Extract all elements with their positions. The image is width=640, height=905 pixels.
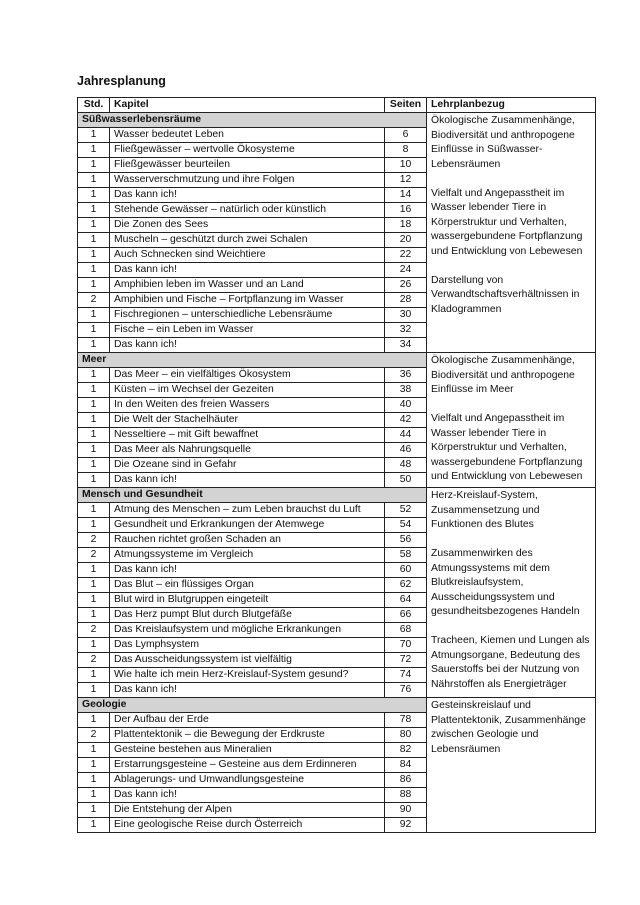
- seiten-cell: 80: [385, 728, 427, 743]
- std-cell: 1: [78, 368, 110, 383]
- seiten-cell: 86: [385, 773, 427, 788]
- std-cell: 1: [78, 143, 110, 158]
- std-cell: 1: [78, 158, 110, 173]
- section-row: [78, 488, 596, 503]
- std-cell: 1: [78, 323, 110, 338]
- seiten-cell: 60: [385, 563, 427, 578]
- kapitel-cell: Auch Schnecken sind Weichtiere: [110, 248, 385, 263]
- kapitel-cell: Eine geologische Reise durch Österreich: [110, 818, 385, 833]
- std-cell: 1: [78, 263, 110, 278]
- seiten-cell: 18: [385, 218, 427, 233]
- kapitel-cell: Das kann ich!: [110, 683, 385, 698]
- std-cell: 1: [78, 233, 110, 248]
- std-cell: 1: [78, 758, 110, 773]
- seiten-cell: 8: [385, 143, 427, 158]
- kapitel-cell: Gesteine bestehen aus Mineralien: [110, 743, 385, 758]
- header-kapitel: Kapitel: [110, 98, 385, 113]
- kapitel-cell: Fischregionen – unterschiedliche Lebensräume: [110, 308, 385, 323]
- std-cell: 2: [78, 728, 110, 743]
- kapitel-cell: Amphibien und Fische – Fortpflanzung im Wasser: [110, 293, 385, 308]
- std-cell: 1: [78, 308, 110, 323]
- seiten-cell: 72: [385, 653, 427, 668]
- kapitel-cell: Amphibien leben im Wasser und an Land: [110, 278, 385, 293]
- seiten-cell: 10: [385, 158, 427, 173]
- section-title: Meer: [78, 353, 427, 368]
- std-cell: 1: [78, 818, 110, 833]
- std-cell: 2: [78, 548, 110, 563]
- std-cell: 1: [78, 593, 110, 608]
- seiten-cell: 32: [385, 323, 427, 338]
- seiten-cell: 68: [385, 623, 427, 638]
- seiten-cell: 48: [385, 458, 427, 473]
- std-cell: 1: [78, 668, 110, 683]
- std-cell: 1: [78, 218, 110, 233]
- lehrplanbezug-text: Darstellung von Verwandtschaftsverhältnissen in Kladogrammen: [431, 274, 580, 315]
- std-cell: 1: [78, 173, 110, 188]
- lehrplanbezug-text: Gesteinskreislauf und Plattentektonik, Zusammenhänge zwischen Geologie und Lebensräumen: [431, 700, 586, 755]
- std-cell: 1: [78, 188, 110, 203]
- planning-table: [77, 97, 596, 833]
- kapitel-cell: Die Ozeane sind in Gefahr: [110, 458, 385, 473]
- std-cell: 2: [78, 623, 110, 638]
- lehrplanbezug-cell: [427, 698, 596, 833]
- seiten-cell: 58: [385, 548, 427, 563]
- lehrplanbezug-cell: [427, 353, 596, 488]
- std-cell: 1: [78, 503, 110, 518]
- kapitel-cell: Das Kreislaufsystem und mögliche Erkrankungen: [110, 623, 385, 638]
- std-cell: 1: [78, 338, 110, 353]
- section-row: [78, 353, 596, 368]
- kapitel-cell: Küsten – im Wechsel der Gezeiten: [110, 383, 385, 398]
- std-cell: 1: [78, 383, 110, 398]
- std-cell: 1: [78, 518, 110, 533]
- std-cell: 1: [78, 248, 110, 263]
- std-cell: 1: [78, 278, 110, 293]
- seiten-cell: 50: [385, 473, 427, 488]
- kapitel-cell: Das Ausscheidungssystem ist vielfältig: [110, 653, 385, 668]
- std-cell: 1: [78, 398, 110, 413]
- kapitel-cell: Das Lymphsystem: [110, 638, 385, 653]
- kapitel-cell: Die Zonen des Sees: [110, 218, 385, 233]
- seiten-cell: 90: [385, 803, 427, 818]
- seiten-cell: 14: [385, 188, 427, 203]
- seiten-cell: 22: [385, 248, 427, 263]
- kapitel-cell: Plattentektonik – die Bewegung der Erdkruste: [110, 728, 385, 743]
- seiten-cell: 56: [385, 533, 427, 548]
- lehrplanbezug-text: Tracheen, Kiemen und Lungen als Atmungsorgane, Bedeutung des Sauerstoffs bei der Nutzung von Nährstoffen als Energieträger: [431, 635, 590, 690]
- section-row: [78, 698, 596, 713]
- seiten-cell: 84: [385, 758, 427, 773]
- seiten-cell: 36: [385, 368, 427, 383]
- section-title: Süßwasserlebensräume: [78, 113, 427, 128]
- std-cell: 1: [78, 743, 110, 758]
- kapitel-cell: Das kann ich!: [110, 563, 385, 578]
- seiten-cell: 40: [385, 398, 427, 413]
- kapitel-cell: Fließgewässer beurteilen: [110, 158, 385, 173]
- std-cell: 1: [78, 203, 110, 218]
- kapitel-cell: Das Blut – ein flüssiges Organ: [110, 578, 385, 593]
- seiten-cell: 64: [385, 593, 427, 608]
- table-header-row: [78, 98, 596, 113]
- kapitel-cell: Muscheln – geschützt durch zwei Schalen: [110, 233, 385, 248]
- seiten-cell: 42: [385, 413, 427, 428]
- std-cell: 1: [78, 638, 110, 653]
- kapitel-cell: Das kann ich!: [110, 338, 385, 353]
- seiten-cell: 82: [385, 743, 427, 758]
- kapitel-cell: Das kann ich!: [110, 788, 385, 803]
- std-cell: 2: [78, 653, 110, 668]
- std-cell: 1: [78, 443, 110, 458]
- section-row: [78, 113, 596, 128]
- kapitel-cell: Das Meer als Nahrungsquelle: [110, 443, 385, 458]
- std-cell: 1: [78, 458, 110, 473]
- std-cell: 2: [78, 533, 110, 548]
- page-title: Jahresplanung: [77, 74, 166, 88]
- kapitel-cell: Wie halte ich mein Herz-Kreislauf-System gesund?: [110, 668, 385, 683]
- seiten-cell: 28: [385, 293, 427, 308]
- seiten-cell: 34: [385, 338, 427, 353]
- std-cell: 1: [78, 428, 110, 443]
- kapitel-cell: Ablagerungs- und Umwandlungsgesteine: [110, 773, 385, 788]
- kapitel-cell: Stehende Gewässer – natürlich oder künstlich: [110, 203, 385, 218]
- seiten-cell: 26: [385, 278, 427, 293]
- seiten-cell: 62: [385, 578, 427, 593]
- seiten-cell: 70: [385, 638, 427, 653]
- kapitel-cell: Fische – ein Leben im Wasser: [110, 323, 385, 338]
- kapitel-cell: Erstarrungsgesteine – Gesteine aus dem Erdinneren: [110, 758, 385, 773]
- std-cell: 1: [78, 713, 110, 728]
- std-cell: 1: [78, 473, 110, 488]
- kapitel-cell: Fließgewässer – wertvolle Ökosysteme: [110, 143, 385, 158]
- kapitel-cell: Atmung des Menschen – zum Leben brauchst du Luft: [110, 503, 385, 518]
- kapitel-cell: Die Welt der Stachelhäuter: [110, 413, 385, 428]
- lehrplanbezug-cell: [427, 488, 596, 698]
- kapitel-cell: Der Aufbau der Erde: [110, 713, 385, 728]
- section-title: Mensch und Gesundheit: [78, 488, 427, 503]
- seiten-cell: 54: [385, 518, 427, 533]
- kapitel-cell: Wasserverschmutzung und ihre Folgen: [110, 173, 385, 188]
- seiten-cell: 46: [385, 443, 427, 458]
- lehrplanbezug-text: Vielfalt und Angepasstheit im Wasser lebender Tiere in Körperstruktur und Verhalten, wassergebundene Fortpflanzung und Entwicklung von Lebewesen: [431, 187, 583, 257]
- std-cell: 1: [78, 413, 110, 428]
- std-cell: 1: [78, 773, 110, 788]
- kapitel-cell: Wasser bedeutet Leben: [110, 128, 385, 143]
- lehrplanbezug-cell: [427, 113, 596, 353]
- seiten-cell: 12: [385, 173, 427, 188]
- kapitel-cell: Das kann ich!: [110, 188, 385, 203]
- std-cell: 1: [78, 683, 110, 698]
- seiten-cell: 38: [385, 383, 427, 398]
- seiten-cell: 88: [385, 788, 427, 803]
- kapitel-cell: Gesundheit und Erkrankungen der Atemwege: [110, 518, 385, 533]
- seiten-cell: 92: [385, 818, 427, 833]
- lehrplanbezug-text: Vielfalt und Angepasstheit im Wasser lebender Tiere in Körperstruktur und Verhalten, wassergebundene Fortpflanzung und Entwicklung von Lebewesen: [431, 413, 583, 482]
- seiten-cell: 66: [385, 608, 427, 623]
- seiten-cell: 52: [385, 503, 427, 518]
- std-cell: 1: [78, 563, 110, 578]
- seiten-cell: 74: [385, 668, 427, 683]
- std-cell: 1: [78, 788, 110, 803]
- std-cell: 2: [78, 293, 110, 308]
- header-std: Std.: [78, 98, 110, 113]
- seiten-cell: 16: [385, 203, 427, 218]
- kapitel-cell: Rauchen richtet großen Schaden an: [110, 533, 385, 548]
- kapitel-cell: In den Weiten des freien Wassers: [110, 398, 385, 413]
- section-title: Geologie: [78, 698, 427, 713]
- std-cell: 1: [78, 578, 110, 593]
- kapitel-cell: Blut wird in Blutgruppen eingeteilt: [110, 593, 385, 608]
- seiten-cell: 78: [385, 713, 427, 728]
- kapitel-cell: Das kann ich!: [110, 473, 385, 488]
- std-cell: 1: [78, 608, 110, 623]
- kapitel-cell: Das Meer – ein vielfältiges Ökosystem: [110, 368, 385, 383]
- header-seiten: Seiten: [385, 98, 427, 113]
- lehrplanbezug-text: Zusammenwirken des Atmungssystems mit dem Blutkreislaufsystem, Ausscheidungssystem und gesundheitsbezogenes Handeln: [431, 548, 580, 617]
- lehrplanbezug-text: Herz-Kreislauf-System, Zusammensetzung und Funktionen des Blutes: [431, 490, 540, 530]
- std-cell: 1: [78, 803, 110, 818]
- kapitel-cell: Das Herz pumpt Blut durch Blutgefäße: [110, 608, 385, 623]
- seiten-cell: 30: [385, 308, 427, 323]
- kapitel-cell: Die Entstehung der Alpen: [110, 803, 385, 818]
- lehrplanbezug-text: Ökologische Zusammenhänge, Biodiversität und anthropogene Einflüsse in Süßwasser-Lebensräumen: [431, 115, 575, 170]
- seiten-cell: 24: [385, 263, 427, 278]
- std-cell: 1: [78, 128, 110, 143]
- kapitel-cell: Atmungssysteme im Vergleich: [110, 548, 385, 563]
- kapitel-cell: Nesseltiere – mit Gift bewaffnet: [110, 428, 385, 443]
- seiten-cell: 44: [385, 428, 427, 443]
- lehrplanbezug-text: Ökologische Zusammenhänge, Biodiversität und anthropogene Einflüsse im Meer: [431, 355, 575, 395]
- seiten-cell: 6: [385, 128, 427, 143]
- seiten-cell: 76: [385, 683, 427, 698]
- kapitel-cell: Das kann ich!: [110, 263, 385, 278]
- header-lehrplanbezug: Lehrplanbezug: [427, 98, 596, 113]
- seiten-cell: 20: [385, 233, 427, 248]
